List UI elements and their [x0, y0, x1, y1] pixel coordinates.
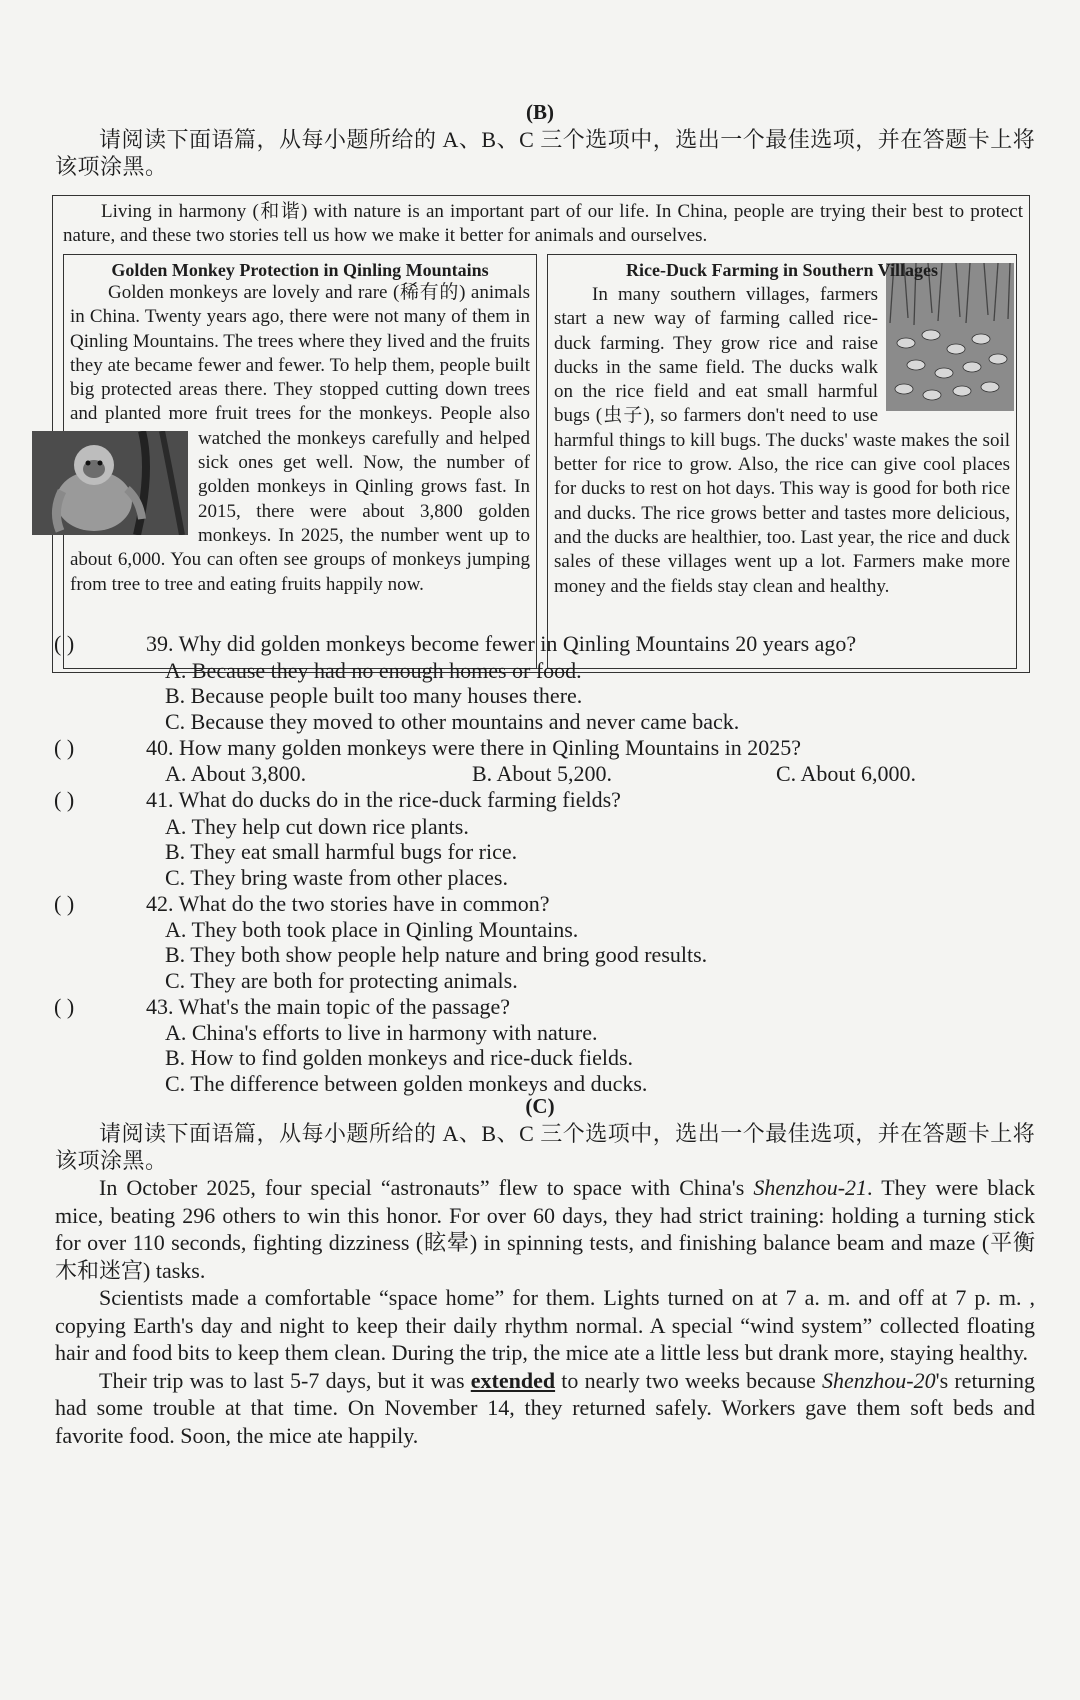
option-42-a[interactable]: A. They both took place in Qinling Mountains. — [165, 917, 579, 942]
golden-monkey-text-b: helped sick ones get well. Now, the number of golden monkeys in Qinling grows fast. In 2015, there were about 3,800 golden monkeys. In 2025, the number went up to about 6,000. You can often see groups of monkeys jumping from tree to tree and eating fruits happily now. — [70, 427, 531, 595]
duck-field-photo — [886, 263, 1014, 411]
spacecraft-name: Shenzhou-20 — [821, 1367, 936, 1393]
question-stem: 40. How many golden monkeys were there in Qinling Mountains in 2025? — [146, 735, 802, 760]
question-41[interactable] — [54, 786, 1044, 813]
option-39-a[interactable]: A. Because they had no enough homes or food. — [165, 658, 582, 683]
section-b-instruction: 请阅读下面语篇，从每小题所给的 A、B、C 三个选项中，选出一个最佳选项，并在答题卡上将该项涂黑。 — [55, 127, 1036, 179]
reading-frame — [52, 195, 1030, 673]
option-43-b[interactable]: B. How to find golden monkeys and rice-duck fields. — [165, 1045, 634, 1070]
question-stem: 41. What do ducks do in the rice-duck farming fields? — [146, 787, 621, 812]
option-43-c[interactable]: C. The difference between golden monkeys and ducks. — [165, 1071, 648, 1096]
answer-blank[interactable]: ( ) — [54, 735, 75, 760]
section-b-title: (B) — [526, 100, 554, 124]
answer-blank[interactable]: ( ) — [54, 891, 75, 916]
question-42[interactable] — [54, 890, 1044, 917]
spacecraft-name: Shenzhou-21 — [753, 1175, 868, 1200]
option-42-b[interactable]: B. They both show people help nature and bring good results. — [165, 942, 708, 967]
rice-duck-title: Rice-Duck Farming in Southern Villages — [625, 260, 938, 280]
question-40[interactable] — [54, 734, 1044, 761]
section-c-passage — [55, 1174, 1035, 1449]
intro-paragraph: Living in harmony (和谐) with nature is an important part of our life. In China, people are trying their best to protect nature, and these two stories tell us how we make it better for animals and ourselves. — [63, 201, 1023, 246]
option-39-b[interactable]: B. Because people built too many houses there. — [165, 683, 583, 708]
answer-blank[interactable]: ( ) — [54, 631, 75, 656]
question-43[interactable] — [54, 993, 1044, 1020]
option-41-a[interactable]: A. They help cut down rice plants. — [165, 814, 469, 839]
golden-monkey-story — [63, 254, 537, 669]
golden-monkey-text-a: Golden monkeys are lovely and rare (稀有的) animals in China. Twenty years ago, there were not many of them in Qinling Mountains. The trees where they lived and the fruits they ate became fewer and fewer. To help them, people built big protected areas there. They stopped cutting down trees and planted more fruit trees for the monkeys. People also watched the monkeys carefully and — [70, 282, 530, 449]
passage-paragraph-2: Scientists made a comfortable “space home” for them. Lights turned on at 7 a. m. and off at 7 p. m. , copying Earth's day and night to keep their daily rhythm normal. A special “wind system” collected floating hair and food bits to keep them clean. During the trip, the mice ate a little less but drank more, staying healthy. — [55, 1285, 1035, 1365]
option-43-a[interactable]: A. China's efforts to live in harmony with nature. — [165, 1020, 598, 1045]
monkey-photo — [32, 431, 188, 535]
question-39[interactable] — [54, 630, 1044, 657]
section-c-title: (C) — [525, 1094, 555, 1118]
option-40-b[interactable]: B. About 5,200. — [472, 761, 612, 786]
option-39-c[interactable]: C. Because they moved to other mountains and never came back. — [165, 709, 740, 734]
option-41-c[interactable]: C. They bring waste from other places. — [165, 865, 508, 890]
golden-monkey-title: Golden Monkey Protection in Qinling Mountains — [111, 260, 489, 280]
rice-duck-story — [547, 254, 1017, 669]
answer-blank[interactable]: ( ) — [54, 994, 75, 1019]
option-41-b[interactable]: B. They eat small harmful bugs for rice. — [165, 839, 518, 864]
answer-blank[interactable]: ( ) — [54, 787, 75, 812]
section-c-instruction: 请阅读下面语篇，从每小题所给的 A、B、C 三个选项中，选出一个最佳选项，并在答题卡上将该项涂黑。 — [55, 1121, 1036, 1173]
underlined-word: extended — [470, 1367, 556, 1393]
option-40-a[interactable]: A. About 3,800. — [165, 761, 307, 786]
question-stem: 42. What do the two stories have in common? — [146, 891, 550, 916]
question-stem: 43. What's the main topic of the passage? — [146, 994, 511, 1019]
option-42-c[interactable]: C. They are both for protecting animals. — [165, 968, 518, 993]
option-40-c[interactable]: C. About 6,000. — [776, 761, 916, 786]
rice-duck-text: In many southern villages, farmers start a new way of farming called rice-duck farming. They grow rice and raise ducks in the same field. The ducks walk on the rice field and eat small harmful bugs (虫子), so farmers don't need to use harmful things to kill bugs. The ducks' waste makes the soil better for rice to grow. Also, the rice can give cool places for ducks to rest on hot days. This way is good for both rice and ducks. The rice grows better and tastes more delicious, and the ducks are healthier, too. Last year, the rice and duck sales of these villages went up a lot. Farmers make more money and the fields stay clean and healthy. — [554, 284, 1010, 597]
passage-paragraph-3: Their trip was to last 5-7 days, but it was extended to nearly two weeks because Shenzhou-20's returning had some trouble at that time. On November 14, they returned safely. Workers gave them soft beds and favorite food. Soon, the mice ate happily. — [55, 1367, 1035, 1448]
question-stem: 39. Why did golden monkeys become fewer in Qinling Mountains 20 years ago? — [146, 631, 857, 656]
passage-paragraph-1: In October 2025, four special “astronauts” flew to space with China's Shenzhou-21. They were black mice, beating 296 others to win this honor. For over 60 days, they had strict training: holding a turning stick for over 110 seconds, fighting dizziness (眩晕) in spinning tests, and finishing balance beam and maze (平衡木和迷宫) tasks. — [55, 1175, 1035, 1283]
